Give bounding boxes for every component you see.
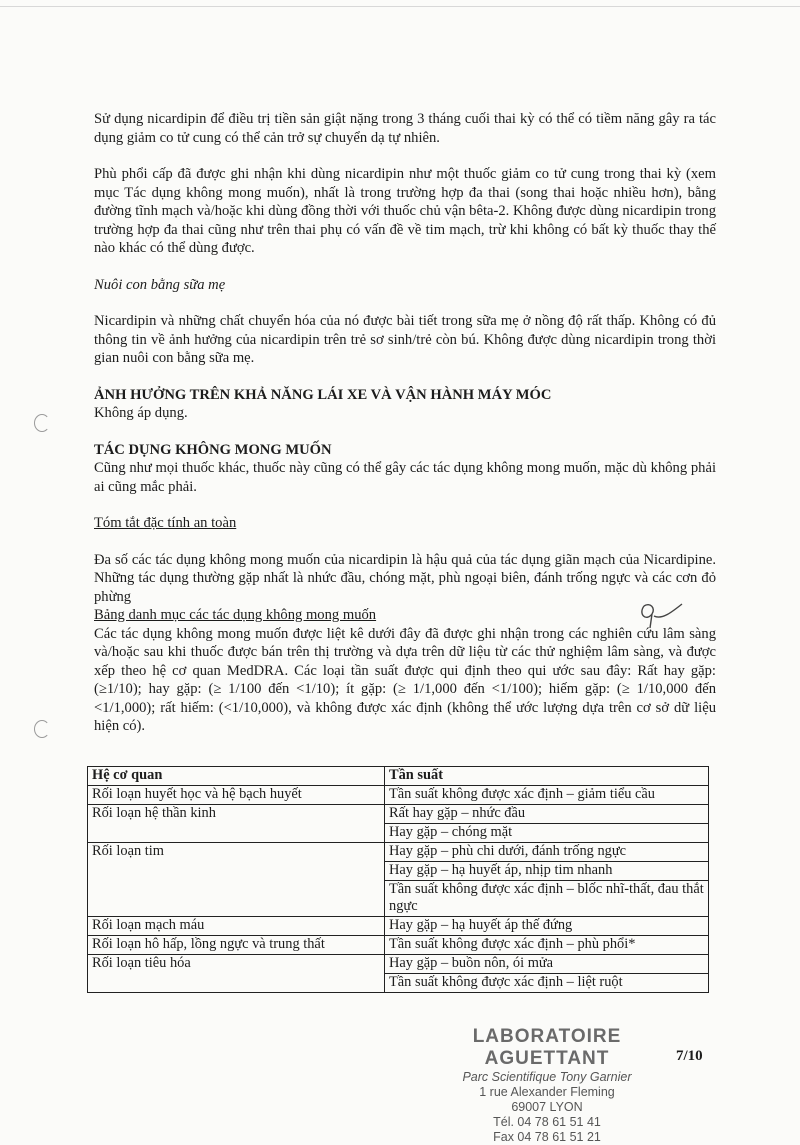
safety-summary-text: Đa số các tác dụng không mong muốn của nicardipin là hậu quả của tác dụng giãn mạch của Nicardipine. Những tác dụng thường gặp nhất là nhức đầu, chóng mặt, phù ngoại biên, đánh trống ngực và các cơn đỏ phừng	[94, 551, 716, 605]
header-organ-system: Hệ cơ quan	[88, 767, 385, 786]
adverse-effects-table	[87, 766, 709, 993]
organ-system-cell: Rối loạn hệ thần kinh	[88, 805, 385, 843]
frequency-cell: Tần suất không được xác định – blốc nhĩ-thất, đau thắt ngực	[385, 881, 709, 917]
driving-text: Không áp dụng.	[94, 405, 188, 421]
page-number: 7/10	[676, 1048, 703, 1064]
table-row	[88, 843, 709, 862]
top-border-line	[0, 6, 800, 7]
punch-hole-mark	[34, 414, 50, 432]
adverse-list-text: Các tác dụng không mong muốn được liệt kê dưới đây đã được ghi nhận trong các nghiên cứu lâm sàng và/hoặc sau khi thuốc được bán trên thị trường và dựa trên dữ liệu từ các thử nghiệm lâm sàng, và được xếp theo hệ cơ quan MedDRA. Các loại tần suất được qui định theo qui ước sau đây: Rất hay gặp: (≥1/10); hay gặp: (≥ 1/100 đến <1/10); ít gặp: (≥ 1/1,000 đến <1/100); hiếm gặp: (≥ 1/10,000 đến <1/1,000); rất hiếm: (<1/10,000), và không được xác định (không thể ước lượng dựa trên cơ sở dữ liệu hiện có).	[94, 625, 716, 734]
stamp-fax: Fax 04 78 61 51 21	[493, 1130, 601, 1144]
table-row	[88, 955, 709, 974]
adverse-effects-text: Cũng như mọi thuốc khác, thuốc này cũng có thể gây các tác dụng không mong muốn, mặc dù không phải ai cũng mắc phải.	[94, 460, 716, 495]
frequency-cell: Hay gặp – buồn nôn, ói mửa	[385, 955, 709, 974]
handwritten-initial-mark	[636, 600, 684, 630]
stamp-brand: LABORATOIRE AGUETTANT	[472, 1026, 622, 1069]
table-row	[88, 936, 709, 955]
stamp-address-line: 69007 LYON	[511, 1100, 583, 1114]
stamp-address-line: Parc Scientifique Tony Garnier	[462, 1070, 632, 1084]
organ-system-cell: Rối loạn hô hấp, lồng ngực và trung thất	[88, 936, 385, 955]
organ-system-cell: Rối loạn tiêu hóa	[88, 955, 385, 993]
breastfeeding-heading: Nuôi con bằng sữa mẹ	[94, 276, 226, 293]
frequency-cell: Hay gặp – hạ huyết áp thế đứng	[385, 917, 709, 936]
organ-system-cell: Rối loạn huyết học và hệ bạch huyết	[88, 786, 385, 805]
driving-heading: ẢNH HƯỞNG TRÊN KHẢ NĂNG LÁI XE VÀ VẬN HÀNH MÁY MÓC	[94, 386, 552, 403]
organ-system-cell: Rối loạn mạch máu	[88, 917, 385, 936]
frequency-cell: Tần suất không được xác định – phù phổi*	[385, 936, 709, 955]
header-frequency: Tần suất	[385, 767, 709, 786]
frequency-cell: Hay gặp – chóng mặt	[385, 824, 709, 843]
document-body	[94, 110, 716, 736]
table-header-row	[88, 767, 709, 786]
paragraph-breastfeeding: Nicardipin và những chất chuyển hóa của nó được bài tiết trong sữa mẹ ở nồng độ rất thấp. Không có đủ thông tin về ảnh hưởng của nicardipin trên trẻ sơ sinh/trẻ còn bú. Không được dùng nicardipin trong thời gian nuôi con bằng sữa mẹ.	[94, 313, 716, 366]
frequency-cell: Tần suất không được xác định – giảm tiểu cầu	[385, 786, 709, 805]
paragraph-pulmonary-edema: Phù phổi cấp đã được ghi nhận khi dùng nicardipin như một thuốc giảm co tử cung trong thai kỳ (xem mục Tác dụng không mong muốn), nhất là trong trường hợp đa thai (song thai hoặc nhiều hơn), bằng đường tĩnh mạch và/hoặc khi dùng đồng thời với thuốc chủ vận bêta-2. Không được dùng nicardipin trong trường hợp đa thai cũng như trên thai phụ có vấn đề về tim mạch, trừ khi không có bất kỳ thuốc thay thế nào khác có thể dùng được.	[94, 166, 716, 256]
punch-hole-mark	[34, 720, 50, 738]
table-row	[88, 917, 709, 936]
stamp-address-line: 1 rue Alexander Fleming	[479, 1085, 615, 1099]
frequency-cell: Rất hay gặp – nhức đầu	[385, 805, 709, 824]
frequency-cell: Tần suất không được xác định – liệt ruột	[385, 974, 709, 993]
table-row	[88, 786, 709, 805]
organ-system-cell: Rối loạn tim	[88, 843, 385, 917]
frequency-cell: Hay gặp – hạ huyết áp, nhịp tim nhanh	[385, 862, 709, 881]
frequency-cell: Hay gặp – phù chi dưới, đánh trống ngực	[385, 843, 709, 862]
stamp-phone: Tél. 04 78 61 51 41	[493, 1115, 601, 1129]
company-stamp	[422, 1026, 672, 1145]
paragraph-preeclampsia: Sử dụng nicardipin để điều trị tiền sản giật nặng trong 3 tháng cuối thai kỳ có thể có tiềm năng gây ra tác dụng giảm co tử cung có thể cản trở sự chuyển dạ tự nhiên.	[94, 111, 716, 146]
adverse-list-heading: Bảng danh mục các tác dụng không mong muốn	[94, 607, 377, 623]
adverse-effects-heading: TÁC DỤNG KHÔNG MONG MUỐN	[94, 441, 332, 458]
table-row	[88, 805, 709, 824]
safety-summary-heading: Tóm tắt đặc tính an toàn	[94, 515, 237, 531]
